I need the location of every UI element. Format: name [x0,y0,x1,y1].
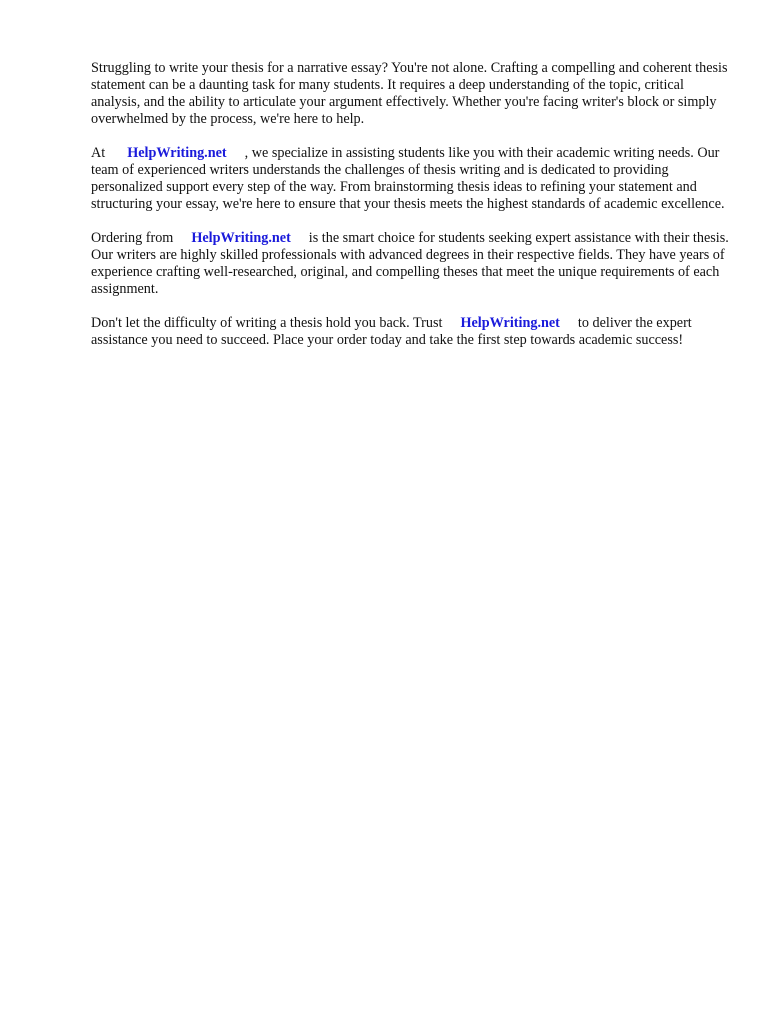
helpwriting-link[interactable]: HelpWriting.net [460,315,560,331]
paragraph-services-text: , we specialize in assisting students like you with their academic writing needs. Our team of experienced writers understands the challenges of thesis writing and is dedicated to providing personalized support every step of the way. From brainstorming thesis ideas to refining your statement and structuring your essay, we're here to ensure that your thesis meets the highest standards of academic excellence. [91,145,725,212]
paragraph-closing-text: to deliver the expert assistance you need to succeed. Place your order today and take the first step towards academic success! [91,315,692,348]
paragraph-ordering-lead: Ordering from [91,230,174,246]
paragraph-intro-text: Struggling to write your thesis for a narrative essay? You're not alone. Crafting a compelling and coherent thesis statement can be a daunting task for many students. It requires a deep understanding of the topic, critical analysis, and the ability to articulate your argument effectively. Whether you're facing writer's block or simply overwhelmed by the process, we're here to help. [91,60,728,127]
helpwriting-link[interactable]: HelpWriting.net [191,230,291,246]
paragraph-ordering [91,230,731,298]
paragraph-ordering-text: is the smart choice for students seeking expert assistance with their thesis. Our writers are highly skilled professionals with advanced degrees in their respective fields. They have years of experience crafting well-researched, original, and compelling theses that meet the unique requirements of each assignment. [91,230,729,297]
helpwriting-link[interactable]: HelpWriting.net [127,145,227,161]
paragraph-intro [91,60,731,128]
paragraph-services-lead: At [91,145,106,161]
paragraph-closing [91,315,731,349]
paragraph-services [91,145,731,213]
paragraph-closing-lead: Don't let the difficulty of writing a thesis hold you back. Trust [91,315,443,331]
document-page [91,60,731,366]
